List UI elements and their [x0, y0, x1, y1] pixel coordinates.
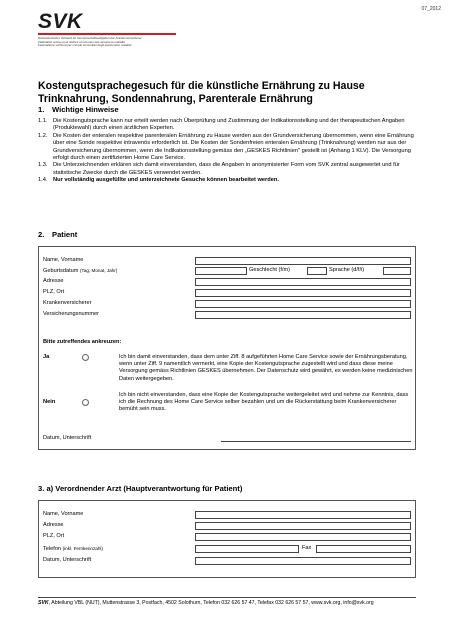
- logo-line-it: Federazione svizzera per compiti comunitari degli assicuratori malattia: [38, 43, 132, 48]
- doctor-name-input[interactable]: [195, 511, 411, 519]
- doctor-address-input[interactable]: [195, 522, 411, 530]
- doctor-name-label: Name, Vorname: [43, 511, 84, 517]
- patient-name-label: Name, Vorname: [43, 257, 84, 263]
- insured-number-label: Versicherungsnummer: [43, 311, 99, 317]
- zip-city-label: PLZ, Ort: [43, 289, 65, 295]
- doctor-zip-city-label: PLZ, Ort: [43, 533, 65, 539]
- consent-title: Bitte zutreffendes ankreuzen:: [43, 339, 122, 345]
- consent-no-label: Nein: [43, 399, 56, 405]
- consent-no-radio[interactable]: [82, 399, 89, 406]
- title-line-1: Kostengutsprachegesuch für die künstliche Ernährung zu Hause: [38, 80, 365, 92]
- logo-bar: [38, 33, 176, 35]
- birthdate-label: Geburtsdatum (Tag, Monat, Jahr): [43, 268, 118, 274]
- hint-item: 1.4. Nur vollständig ausgefüllte und unterzeichnete Gesuche können bearbeitet werden.: [38, 177, 279, 184]
- hints-list: [38, 118, 418, 185]
- doctor-phone-input[interactable]: [195, 545, 299, 553]
- doctor-zip-city-input[interactable]: [195, 533, 411, 541]
- footer: [38, 600, 418, 607]
- section-2-number: 2.: [38, 230, 45, 239]
- language-input[interactable]: [383, 267, 411, 275]
- doctor-box: [38, 500, 416, 578]
- section-2-heading: [38, 230, 77, 239]
- doctor-phone-label: Telefon (inkl. Fernkennzahl): [43, 546, 103, 552]
- gender-input[interactable]: [307, 267, 327, 275]
- section-1-number: 1.: [38, 105, 45, 114]
- svk-logo: [38, 10, 142, 59]
- consent-no-text: Ich bin nicht einverstanden, dass eine Kopie der Kostengutsprache weitergeleitet wird und nehme zur Kenntnis, dass ich die Rechnung des Home Care Service selber bezahlen und um die Rückerstattung beim Krankenversicherer bemüht sein muss.: [119, 392, 409, 413]
- patient-signature-label: Datum, Unterschrift: [43, 435, 92, 441]
- patient-name-input[interactable]: [195, 257, 411, 265]
- address-input[interactable]: [195, 278, 411, 286]
- doctor-signature-label: Datum, Unterschrift: [43, 557, 92, 563]
- doctor-fax-label: Fax: [302, 545, 312, 551]
- birthdate-input[interactable]: [195, 267, 247, 275]
- document-id: 07_2012: [421, 6, 441, 12]
- address-label: Adresse: [43, 278, 64, 284]
- patient-box: [38, 246, 416, 450]
- hint-item: 1.3. Die Unterzeichnenden erklären sich damit einverstanden, dass die Angaben in anonymisierter Form vom SVK zentral ausgewertet und für statistische Zwecke durch die GESKES verwendet werden.: [38, 162, 400, 176]
- section-2-title: Patient: [52, 230, 78, 239]
- page-title: [38, 80, 428, 106]
- section-3-heading: 3. a) Verordnender Arzt (Hauptverantwortung für Patient): [38, 484, 243, 493]
- doctor-address-label: Adresse: [43, 522, 64, 528]
- logo-line-fr: Fédération suisse pour tâches communes des assureurs-maladie: [38, 39, 125, 44]
- doctor-fax-input[interactable]: [316, 545, 411, 553]
- patient-signature-line[interactable]: [221, 441, 411, 442]
- logo-subtitle: [38, 36, 142, 48]
- consent-yes-text: Ich bin damit einverstanden, dass dem unter Ziff. 8 aufgeführten Home Care Service sowie der Ernährungsberatung, wenn unter Ziff. 9 namentlich vermerkt, eine Kopie der Kostengutsprache zugestellt wird und dass diese meine Versorgung gemäss Richtlinien GESKES übernehmen. Der Datenschutz wird gewährt, es werden keine medizinischen Daten weitergegeben.: [119, 354, 413, 382]
- footer-brand: SVK: [38, 600, 49, 606]
- hint-item: 1.1. Die Kostengutsprache kann nur erteilt werden nach Überprüfung und Zustimmung der Indikationsstellung und der therapeutischen Angaben (Produktewahl) durch einen ärztlichen Experten.: [38, 118, 405, 132]
- logo-text: SVK: [38, 10, 83, 33]
- insurer-input[interactable]: [195, 300, 411, 308]
- doctor-signature-input[interactable]: [195, 557, 411, 565]
- logo-line-de: Schweizerischer Verband für Gemeinschaftsaufgaben der Krankenversicherer: [38, 36, 142, 40]
- consent-yes-label: Ja: [43, 354, 50, 360]
- footer-divider: [38, 597, 416, 598]
- insured-number-input[interactable]: [195, 311, 411, 319]
- insurer-label: Krankenversicherer: [43, 300, 92, 306]
- consent-yes-radio[interactable]: [82, 354, 89, 361]
- language-label: Sprache (d/f/i): [329, 267, 365, 273]
- title-line-2: Trinknahrung, Sondennahrung, Parenterale Ernährung: [38, 93, 313, 105]
- footer-address: , Abteilung VBL (NUT), Muttenstrasse 3, Postfach, 4502 Solothurn, Telefon 032 626 57 47, Telefax 032 626 57 57, www.svk.org, info@svk.org: [48, 600, 374, 606]
- section-1-title: Wichtige Hinweise: [52, 105, 119, 114]
- section-1-heading: [38, 105, 119, 114]
- hint-item: 1.2. Die Kosten der enteralen respektive parenteralen Ernährung zu Hause werden aus der Grundversicherung übernommen, wenn eine Ernährung über eine Sonde respektive intravenös erforderlich ist. Die Kosten der Sondenfreien enteralen Ernährung (Trinknahrung) werden nur aus der Grundversicherung übernommen, wenn die Indikationsstellung gemäss den „GESKES Richtlinien" gestellt ist (Anhang 1 KLV). Die Versorgung erfolgt durch einen zertifizierten Home Care Service.: [38, 132, 414, 162]
- zip-city-input[interactable]: [195, 289, 411, 297]
- gender-label: Geschlecht (f/m): [249, 267, 291, 273]
